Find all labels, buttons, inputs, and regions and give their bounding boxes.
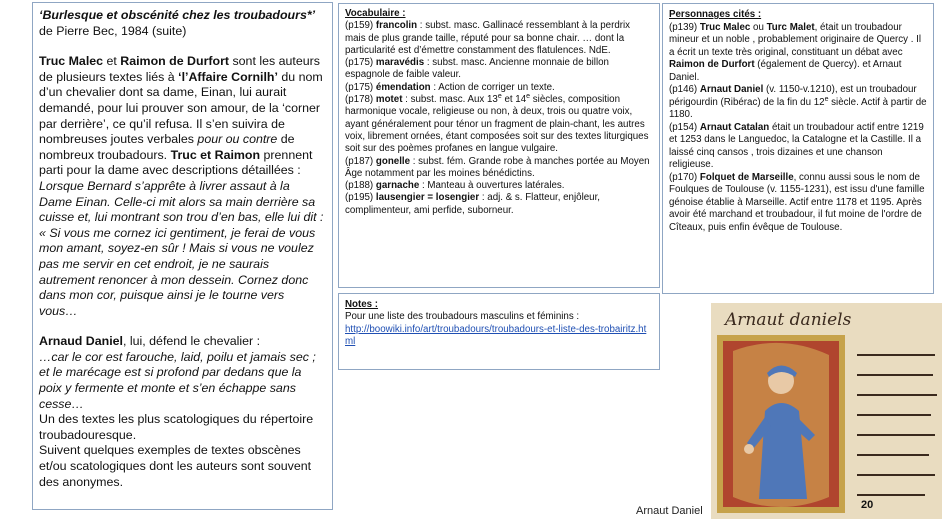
notes-heading: Notes : [345,299,379,310]
vocab-entry-lausengier: (p195) lausengier = losengier : adj. & s. Flatteur, enjôleur, complimenteur, ami perfide, suborneur. [345,192,600,216]
figure-caption: Arnaut Daniel [636,505,703,517]
examples-remark: Suivent quelques exemples de textes obscènes et/ou scatologiques dont les auteurs sont souvent des anonymes. [39,443,312,489]
arnaut-daniel-miniature [711,303,942,519]
vocab-entry-garnache: (p188) garnache : Manteau à ouvertures latérales. [345,180,565,192]
persons-heading: Personnages cités : [669,9,762,20]
vocab-entry-motet: (p178) motet : subst. masc. Aux 13e et 14e siècles, composition harmonique vocale, religieuse ou non, à deux, trois ou quatre voix, ayant généralement pour ténor un fragment de plain-chant, les autres voix, librement ornées, étant composées soit sur des textes liturgiques soit sur des poèmes profanes en langue vulgaire. [345,92,649,155]
vocab-entry-francolin: (p159) francolin : subst. masc. Gallinacé ressemblant à la perdrix mais de plus grande taille, réputé pour sa bonne chair. … dont la particularité est d’émettre constamment des flatulences. NdE. [345,20,631,56]
vocab-entry-gonelle: (p187) gonelle : subst. fém. Grande robe à manches portée au Moyen Âge notamment par les moines bénédictins. [345,155,650,179]
manuscript-inscription: Arnaut daniels [725,310,852,330]
persons-panel [662,3,934,294]
vocab-entry-emendation: (p175) émendation : Action de corriger un texte. [345,81,555,93]
vocab-entry-maravedis: (p175) maravédis : subst. masc. Ancienne monnaie de billon espagnole de faible valeur. [345,57,609,81]
notes-panel [338,293,660,370]
arnaud-daniel-intro: Arnaud Daniel, lui, défend le chevalier : [39,334,261,349]
notes-text: Pour une liste des troubadours masculins et féminins : [345,311,580,323]
scatological-remark: Un des textes les plus scatologiques du répertoire troubadouresque. [39,412,314,442]
person-entry-truc-malec: (p139) Truc Malec ou Turc Malet, était un troubadour mineur et un noble , probablement originaire de Quercy . Il a écrit un texte très original, constituant un débat avec Raimon de Durfort (également de Quercy). et Arnaut Daniel. [669,21,922,83]
troubadours-list-link[interactable]: http://boowiki.info/art/troubadours/troubadours-et-liste-des-trobairitz.html [345,323,647,347]
vocabulary-panel [338,3,660,288]
person-entry-arnaut-catalan: (p154) Arnaut Catalan était un troubadour actif entre 1219 et 1253 dans le Languedoc, la Catalogne et la Castille. Il a laissé cinq cansos , trois dizaines et une chanson religieuse. [669,121,924,170]
arnaud-daniel-quote: …car le cor est farouche, laid, poilu et jamais sec ; et le marécage est si profond par dedans que la poix y fermente et monte et s’en échappe sans cesse… [39,349,316,411]
einan-quote: Lorsque Bernard s’apprête à livrer assaut à la Dame Einan. Celle-ci mit alors sa main derrière sa cuisse et, lui montrant son trou d’en bas, elle lui dit : « Si vous me cornez ici gentiment, je ferai de vous mon amant, soyez-en sûr ! Mais si vous ne voulez pas me servir en cet endroit, je ne saurais autrement renoncer à mon dessein. Cornez donc dans mon cor, puisque ainsi je le tourne vers vous… [39,178,324,318]
affaire-cornilh-paragraph: Truc Malec et Raimon de Durfort sont les auteurs de plusieurs textes liés à ‘l’Affaire Cornilh’ du nom d’un chevalier dont sa dame, Einan, lui aurait demandé, pour lui prouver son amour, de la ‘corner par derrière’, ce qu’il refusa. Il s’en suivira de nombreuses joutes verbales pour ou contre de nombreux troubadours. Truc et Raimon prennent parti pour la dame avec descriptions détaillées : [39,54,323,178]
section-title: ‘Burlesque et obscénité chez les troubadours*’ de Pierre Bec, 1984 (suite) [39,8,316,38]
person-entry-folquet-de-marseille: (p170) Folquet de Marseille, connu aussi sous le nom de Foulques de Toulouse (v. 1155-1231), est issu d'une famille génoise établie à Marseille. Actif entre 1178 et 1195. Après avoir été marchand et troubadour, il fut moine de l'ordre de Cîteaux, puis enfin évêque de Toulouse. [669,171,925,233]
page-number: 20 [861,499,874,511]
main-text-panel [32,2,333,510]
person-entry-arnaut-daniel: (p146) Arnaut Daniel (v. 1150-v.1210), est un troubadour périgourdin (Ribérac) de la fin du 12e siècle. Actif à partir de 1180. [669,84,927,120]
illuminated-initial-image [711,303,942,519]
vocabulary-heading: Vocabulaire : [345,8,406,19]
troubadour-hand [744,444,754,454]
